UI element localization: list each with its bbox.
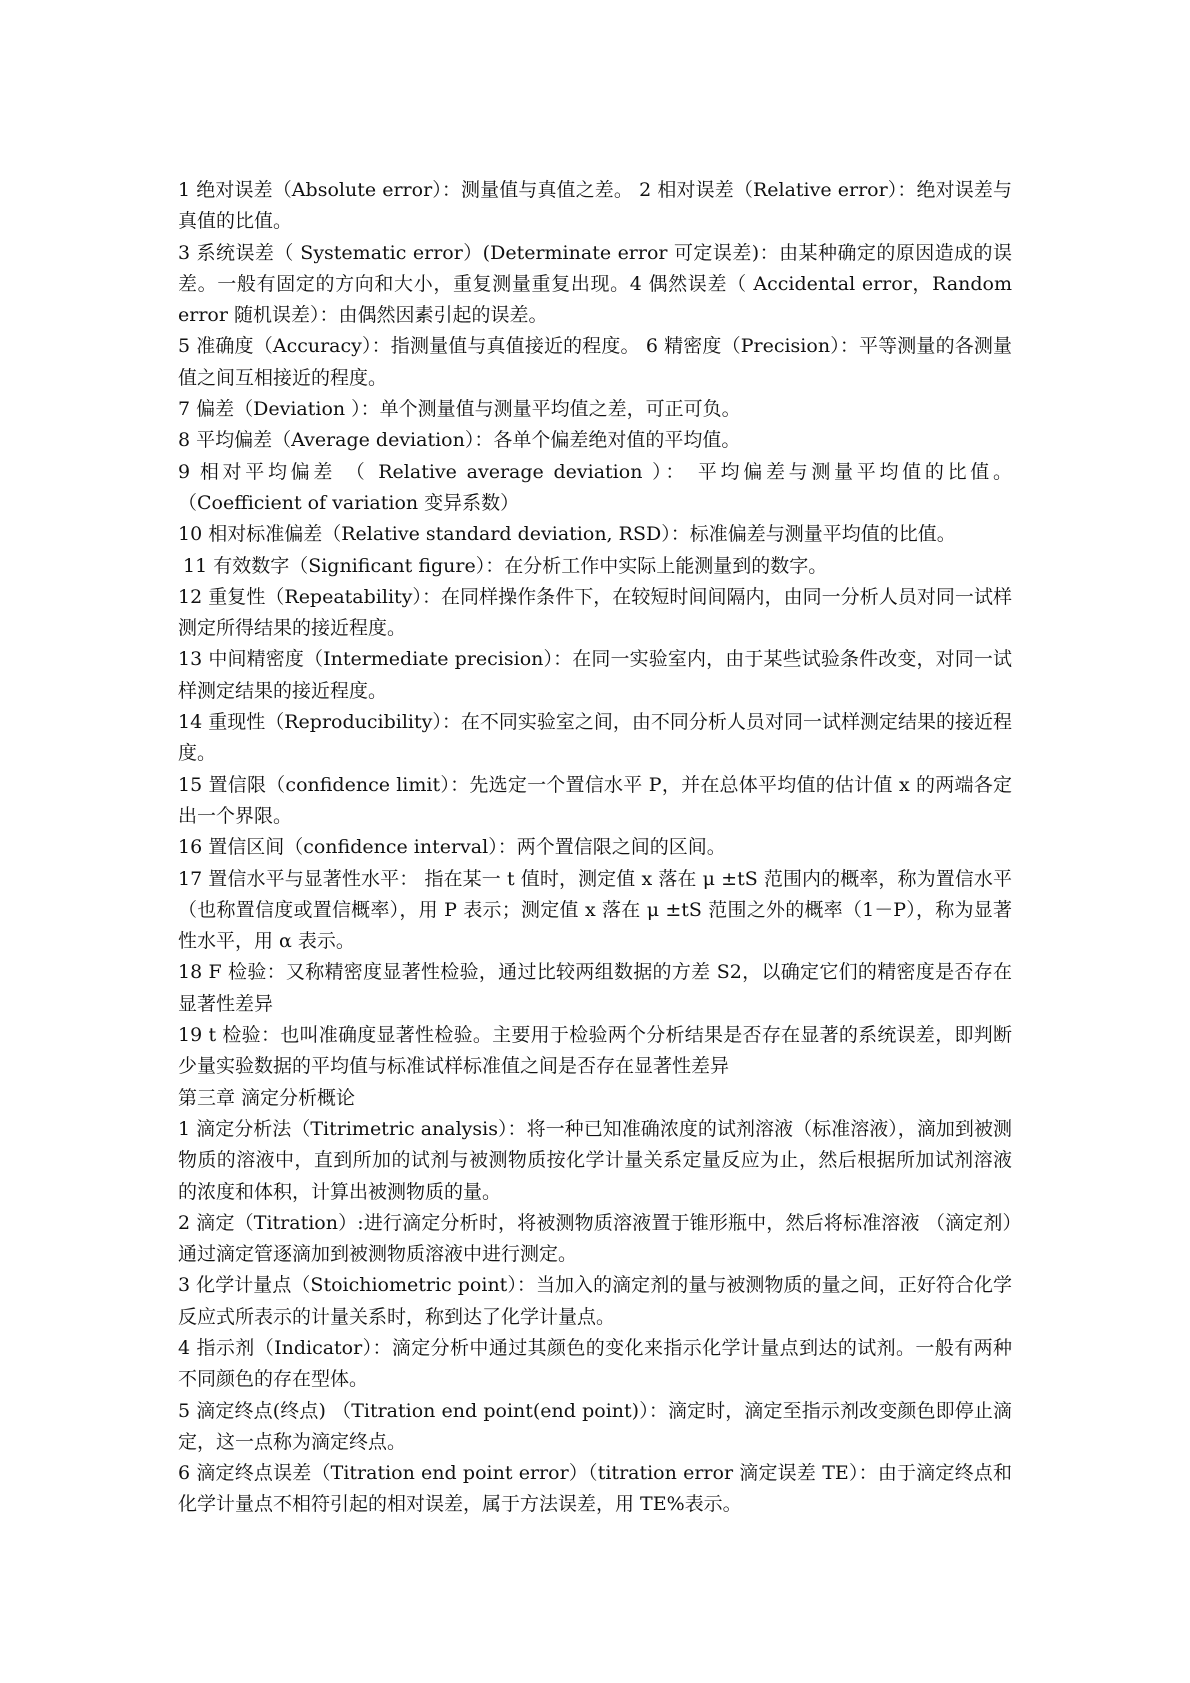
definition-paragraph: 13 中间精密度（Intermediate precision）：在同一实验室内，由于某些试验条件改变，对同一试样测定结果的接近程度。 bbox=[178, 648, 1012, 702]
definition-paragraph: 12 重复性（Repeatability）：在同样操作条件下，在较短时间间隔内，由同一分析人员对同一试样测定所得结果的接近程度。 bbox=[178, 585, 1012, 640]
chapter-definition-paragraph: 1 滴定分析法（Titrimetric analysis）：将一种已知准确浓度的试剂溶液（标准溶液），滴加到被测物质的溶液中，直到所加的试剂与被测物质按化学计量关系定量反应为止，然后根据所加试剂溶液的浓度和体积，计算出被测物质的量。 bbox=[178, 1117, 1012, 1203]
chapter-title: 第三章 滴定分析概论 bbox=[178, 1086, 356, 1109]
definition-paragraph: 5 准确度（Accuracy）：指测量值与真值接近的程度。 6 精密度（Precision）：平等测量的各测量值之间互相接近的程度。 bbox=[178, 335, 1012, 389]
definition-paragraph: 10 相对标准偏差（Relative standard deviation, RSD）：标准偏差与测量平均值的比值。 bbox=[178, 523, 956, 546]
definition-paragraph: 3 系统误差（ Systematic error）(Determinate error 可定误差)：由某种确定的原因造成的误差。一般有固定的方向和大小，重复测量重复出现。4 偶然误差（ Accidental error，Random error 随机误差）：由偶然因素引起的误差。 bbox=[178, 241, 1012, 327]
chapter-definition-paragraph: 4 指示剂（Indicator）：滴定分析中通过其颜色的变化来指示化学计量点到达的试剂。一般有两种不同颜色的存在型体。 bbox=[178, 1336, 1012, 1391]
definition-paragraph: 17 置信水平与显著性水平： 指在某一 t 值时，测定值 x 落在 μ ±tS 范围内的概率，称为置信水平（也称置信度或置信概率），用 P 表示；测定值 x 落在 μ ±tS 范围之外的概率（1－P），称为显著性水平，用 α 表示。 bbox=[178, 867, 1012, 953]
definition-paragraph: 9 相对平均偏差 （ Relative average deviation ）： 平均偏差与测量平均值的比值。（Coefficient of variation 变异系数） bbox=[178, 460, 1012, 514]
chapter-definition-paragraph: 3 化学计量点（Stoichiometric point）：当加入的滴定剂的量与被测物质的量之间，正好符合化学反应式所表示的计量关系时，称到达了化学计量点。 bbox=[178, 1274, 1012, 1328]
definition-paragraph: 15 置信限（confidence limit）：先选定一个置信水平 P，并在总体平均值的估计值 x 的两端各定出一个界限。 bbox=[178, 773, 1012, 827]
definition-paragraph: 16 置信区间（confidence interval）：两个置信限之间的区间。 bbox=[178, 836, 726, 859]
definition-paragraph: 18 F 检验：又称精密度显著性检验，通过比较两组数据的方差 S2，以确定它们的精密度是否存在显著性差异 bbox=[178, 961, 1012, 1015]
definition-paragraph: 14 重现性（Reproducibility）：在不同实验室之间，由不同分析人员对同一试样测定结果的接近程度。 bbox=[178, 711, 1012, 765]
document-body bbox=[178, 175, 1012, 1521]
definition-paragraph: 8 平均偏差（Average deviation）：各单个偏差绝对值的平均值。 bbox=[178, 429, 741, 452]
definition-paragraph: 1 绝对误差（Absolute error）：测量值与真值之差。 2 相对误差（Relative error）：绝对误差与真值的比值。 bbox=[178, 179, 1012, 233]
definition-paragraph: 11 有效数字（Significant figure）：在分析工作中实际上能测量到的数字。 bbox=[183, 554, 828, 577]
definition-paragraph: 7 偏差（Deviation ）：单个测量值与测量平均值之差，可正可负。 bbox=[178, 398, 741, 421]
definition-paragraph: 19 t 检验：也叫准确度显著性检验。主要用于检验两个分析结果是否存在显著的系统误差，即判断少量实验数据的平均值与标准试样标准值之间是否存在显著性差异 bbox=[178, 1024, 1012, 1078]
chapter-definition-paragraph: 6 滴定终点误差（Titration end point error）（titration error 滴定误差 TE）：由于滴定终点和化学计量点不相符引起的相对误差，属于方法误差，用 TE%表示。 bbox=[178, 1462, 1012, 1516]
chapter-definition-paragraph: 5 滴定终点(终点) （Titration end point(end point)）：滴定时，滴定至指示剂改变颜色即停止滴定，这一点称为滴定终点。 bbox=[178, 1399, 1012, 1453]
chapter-definition-paragraph: 2 滴定（Titration）:进行滴定分析时，将被测物质溶液置于锥形瓶中，然后将标准溶液 （滴定剂）通过滴定管逐滴加到被测物质溶液中进行测定。 bbox=[178, 1211, 1012, 1266]
